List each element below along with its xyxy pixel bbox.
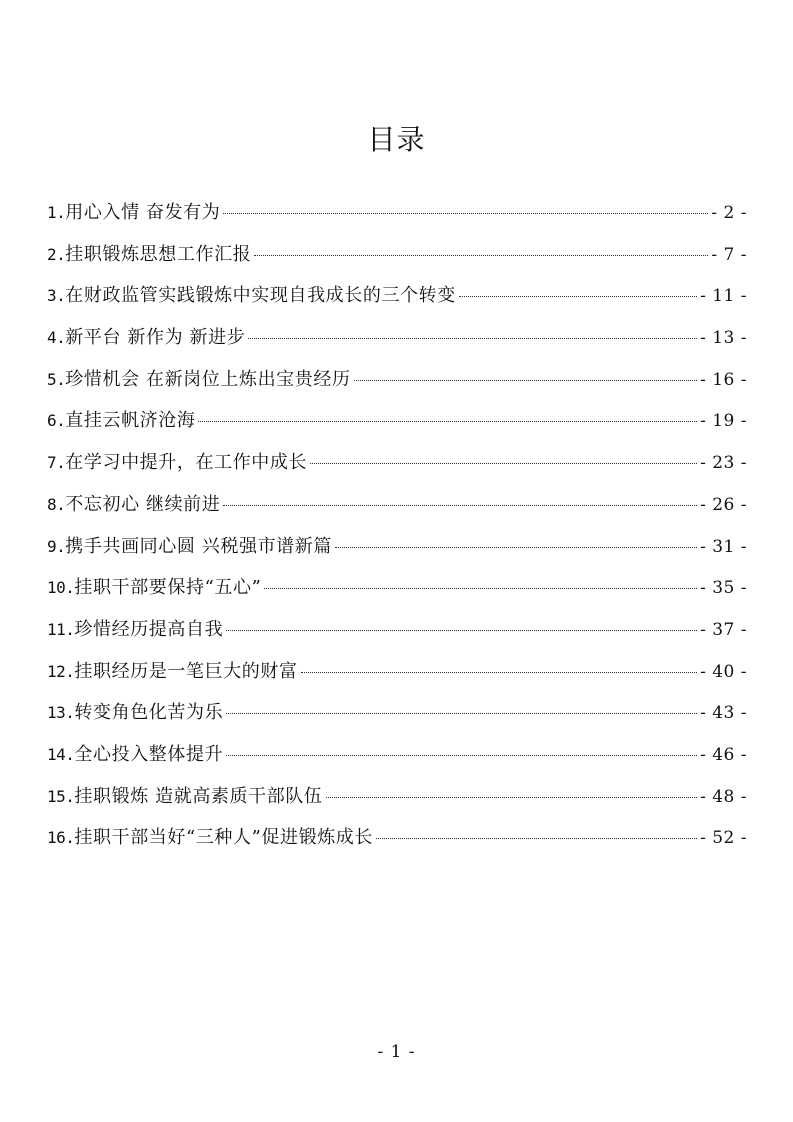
toc-entry-page: - 19 - bbox=[700, 411, 747, 432]
toc-entry-title[interactable]: 携手共画同心圆 兴税强市谱新篇 bbox=[65, 535, 332, 557]
toc-entry-number: 12. bbox=[47, 661, 75, 681]
toc-entry[interactable] bbox=[47, 442, 747, 484]
toc-dot-leader bbox=[198, 421, 697, 422]
toc-entry-title[interactable]: 在学习中提升，在工作中成长 bbox=[65, 452, 308, 474]
toc-dot-leader bbox=[226, 630, 697, 631]
toc-entry[interactable] bbox=[47, 234, 747, 276]
toc-entry-title[interactable]: 挂职锻炼 造就高素质干部队伍 bbox=[74, 785, 323, 807]
toc-entry-number: 14. bbox=[47, 744, 75, 764]
toc-entry[interactable] bbox=[47, 567, 747, 609]
toc-dot-leader bbox=[335, 547, 697, 548]
toc-entry-title[interactable]: 珍惜机会 在新岗位上炼出宝贵经历 bbox=[65, 368, 351, 390]
table-of-contents bbox=[47, 192, 747, 859]
toc-entry-page: - 37 - bbox=[700, 619, 747, 640]
page-number-footer: - 1 - bbox=[377, 1042, 416, 1062]
toc-entry-page: - 23 - bbox=[700, 453, 747, 474]
toc-entry-number: 2. bbox=[47, 244, 66, 264]
toc-dot-leader bbox=[310, 463, 697, 464]
toc-entry-title[interactable]: 挂职干部要保持“五心” bbox=[74, 577, 262, 599]
toc-entry-page: - 46 - bbox=[700, 744, 747, 765]
toc-dot-leader bbox=[226, 713, 697, 714]
toc-entry-number: 13. bbox=[47, 703, 75, 723]
toc-entry-title[interactable]: 全心投入整体提升 bbox=[74, 743, 224, 765]
toc-entry-page: - 2 - bbox=[711, 203, 747, 223]
toc-dot-leader bbox=[376, 838, 697, 839]
toc-entry-page: - 52 - bbox=[700, 828, 747, 849]
toc-entry-number: 15. bbox=[47, 786, 75, 806]
toc-entry-title[interactable]: 新平台 新作为 新进步 bbox=[65, 327, 246, 349]
toc-entry-page: - 13 - bbox=[700, 328, 747, 349]
toc-dot-leader bbox=[326, 797, 698, 798]
toc-entry-page: - 31 - bbox=[700, 536, 747, 557]
toc-dot-leader bbox=[264, 588, 697, 589]
toc-entry-title[interactable]: 不忘初心 继续前进 bbox=[65, 493, 221, 515]
toc-entry-number: 9. bbox=[47, 536, 66, 556]
toc-entry[interactable] bbox=[47, 275, 747, 317]
toc-dot-leader bbox=[226, 755, 697, 756]
toc-entry-page: - 26 - bbox=[700, 494, 747, 515]
toc-entry[interactable] bbox=[47, 734, 747, 776]
toc-entry-title[interactable]: 直挂云帆济沧海 bbox=[65, 410, 196, 432]
toc-entry[interactable] bbox=[47, 692, 747, 734]
toc-entry-title[interactable]: 挂职经历是一笔巨大的财富 bbox=[74, 660, 298, 682]
toc-dot-leader bbox=[248, 338, 697, 339]
toc-entry-page: - 11 - bbox=[700, 286, 747, 307]
toc-entry-title[interactable]: 挂职干部当好“三种人”促进锻炼成长 bbox=[74, 827, 374, 849]
toc-entry-title[interactable]: 挂职锻炼思想工作汇报 bbox=[65, 243, 252, 265]
toc-entry-page: - 35 - bbox=[700, 578, 747, 599]
toc-entry-number: 11. bbox=[47, 619, 75, 639]
toc-entry-number: 10. bbox=[47, 578, 75, 598]
toc-entry[interactable] bbox=[47, 817, 747, 859]
toc-entry[interactable] bbox=[47, 192, 747, 234]
toc-entry[interactable] bbox=[47, 317, 747, 359]
toc-entry[interactable] bbox=[47, 400, 747, 442]
toc-entry-number: 5. bbox=[47, 369, 66, 389]
toc-entry-number: 4. bbox=[47, 328, 66, 348]
toc-entry[interactable] bbox=[47, 359, 747, 401]
toc-entry[interactable] bbox=[47, 484, 747, 526]
toc-entry-number: 8. bbox=[47, 494, 66, 514]
toc-entry[interactable] bbox=[47, 609, 747, 651]
toc-entry-number: 7. bbox=[47, 453, 66, 473]
toc-dot-leader bbox=[459, 296, 697, 297]
page-title: 目录 bbox=[367, 123, 426, 156]
toc-dot-leader bbox=[301, 672, 697, 673]
toc-entry-page: - 43 - bbox=[700, 703, 747, 724]
toc-entry[interactable] bbox=[47, 651, 747, 693]
toc-entry-page: - 16 - bbox=[700, 369, 747, 390]
toc-entry-title[interactable]: 转变角色化苦为乐 bbox=[74, 702, 224, 724]
toc-entry-number: 3. bbox=[47, 286, 66, 306]
toc-entry-title[interactable]: 珍惜经历提高自我 bbox=[74, 618, 224, 640]
toc-dot-leader bbox=[354, 380, 697, 381]
toc-entry-number: 16. bbox=[47, 828, 75, 848]
toc-entry[interactable] bbox=[47, 776, 747, 818]
toc-dot-leader bbox=[223, 505, 697, 506]
toc-dot-leader bbox=[223, 213, 708, 214]
toc-entry-title[interactable]: 在财政监管实践锻炼中实现自我成长的三个转变 bbox=[65, 285, 456, 307]
toc-entry-number: 1. bbox=[47, 203, 66, 222]
toc-entry[interactable] bbox=[47, 526, 747, 568]
toc-entry-page: - 7 - bbox=[711, 244, 747, 265]
toc-entry-page: - 40 - bbox=[700, 661, 747, 682]
toc-entry-page: - 48 - bbox=[700, 786, 747, 807]
toc-entry-number: 6. bbox=[47, 411, 66, 431]
toc-dot-leader bbox=[254, 255, 708, 256]
toc-entry-title[interactable]: 用心入情 奋发有为 bbox=[65, 202, 221, 223]
